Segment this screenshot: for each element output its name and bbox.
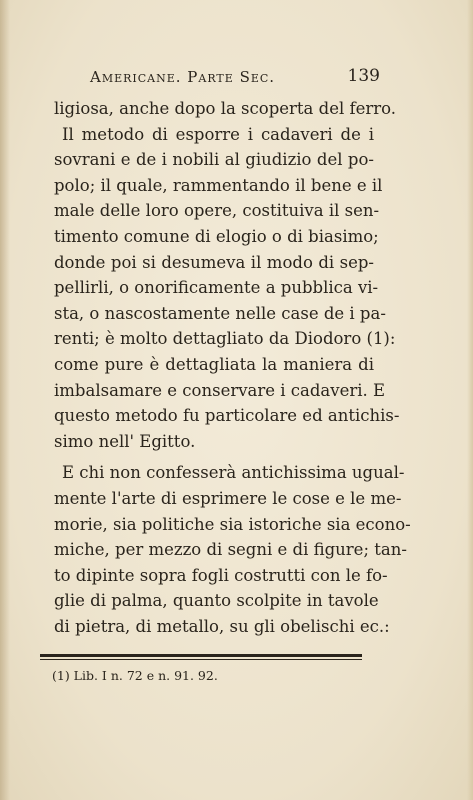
text-line: miche, per mezzo di segni e di figure; tan- bbox=[54, 540, 407, 560]
text-line: to dipinte sopra fogli costrutti con le fo- bbox=[54, 565, 388, 585]
rule-thin bbox=[40, 659, 362, 660]
rule-thick bbox=[40, 654, 362, 657]
page-number: 139 bbox=[347, 66, 380, 86]
page-edge-right bbox=[467, 0, 473, 800]
page-edge-left bbox=[0, 0, 10, 800]
footnote: (1) Lib. I n. 72 e n. 91. 92. bbox=[52, 668, 218, 683]
footnote-rule bbox=[40, 654, 362, 662]
text-line: male delle loro opere, costituiva il sen- bbox=[54, 201, 380, 221]
running-head bbox=[90, 66, 380, 90]
text-line: timento comune di elogio o di biasimo; bbox=[54, 226, 379, 246]
text-line: morie, sia politiche sia istoriche sia econo- bbox=[54, 514, 411, 534]
text-line: glie di palma, quanto scolpite in tavole bbox=[54, 591, 379, 611]
text-line: donde poi si desumeva il modo di sep- bbox=[54, 252, 374, 272]
text-line: di pietra, di metallo, su gli obelischi ec.: bbox=[54, 616, 390, 636]
text-line: E chi non confesserà antichissima ugual- bbox=[62, 463, 405, 483]
text-line: ligiosa, anche dopo la scoperta del ferro. bbox=[54, 99, 397, 118]
text-line: come pure è dettagliata la maniera di bbox=[54, 354, 374, 374]
text-line: questo metodo fu particolare ed antichis- bbox=[54, 406, 400, 426]
text-line: renti; è molto dettagliato da Diodoro (1): bbox=[54, 329, 396, 349]
text-line: polo; il quale, rammentando il bene e il bbox=[54, 175, 383, 195]
text-line: sta, o nascostamente nelle case de i pa- bbox=[54, 303, 386, 323]
body-text bbox=[54, 96, 411, 639]
running-head-title: Americane. Parte Sec. bbox=[90, 68, 276, 86]
text-line: sovrani e de i nobili al giudizio del po- bbox=[54, 150, 374, 170]
text-line: Il metodo di esporre i cadaveri de i bbox=[62, 124, 374, 144]
text-line: simo nell' Egitto. bbox=[54, 431, 196, 451]
text-line: imbalsamare e conservare i cadaveri. E bbox=[54, 380, 386, 400]
text-line: pellirli, o onorificamente a pubblica vi- bbox=[54, 278, 379, 298]
text-line: mente l'arte di esprimere le cose e le me- bbox=[54, 488, 402, 508]
